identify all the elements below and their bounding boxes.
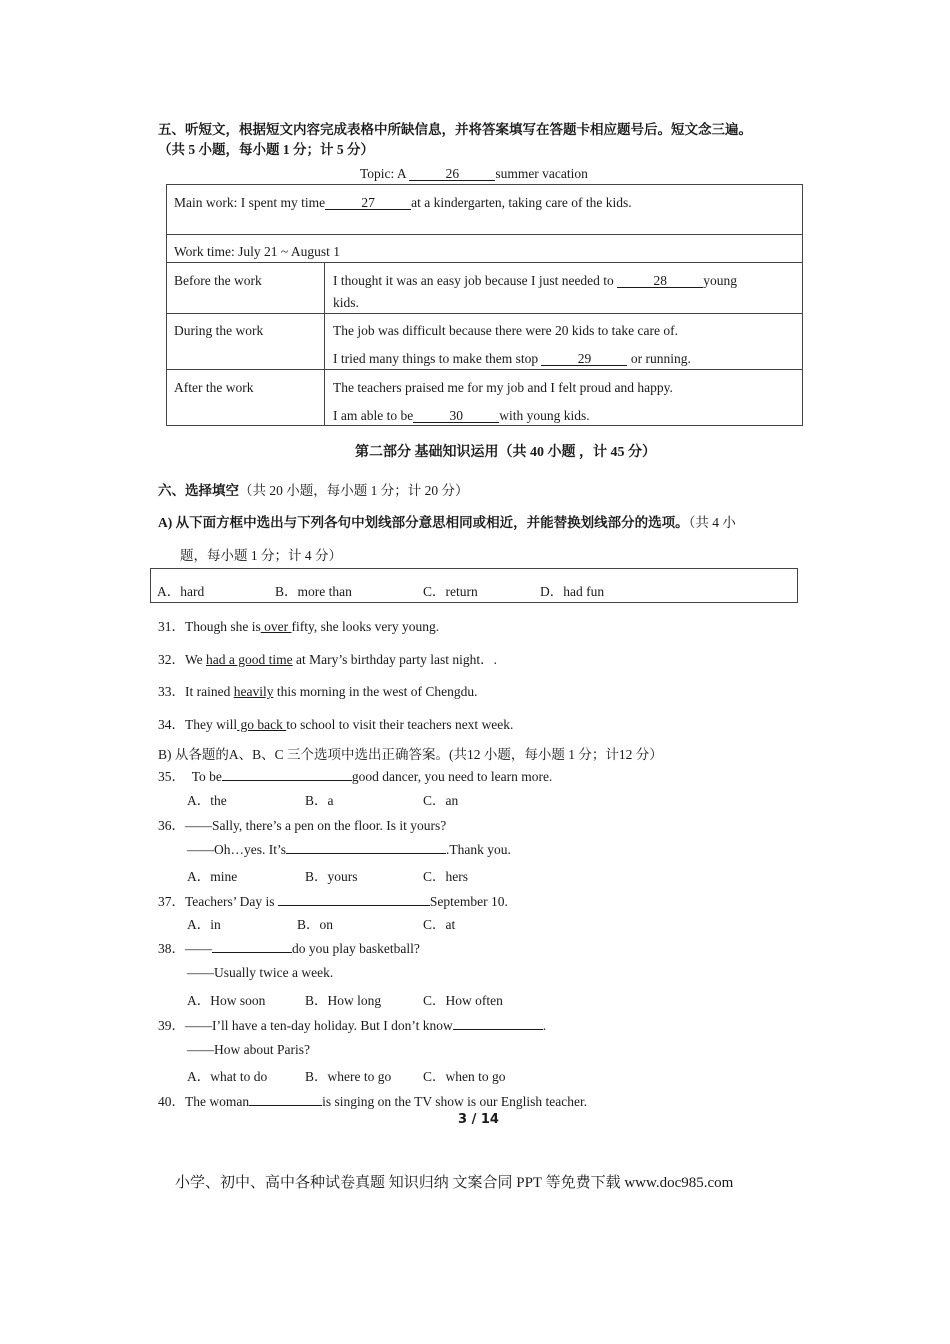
part-a-instruction-rest: （共 4 小	[688, 515, 736, 530]
q37-choice-c: C．at	[423, 917, 456, 932]
q36-line1: ——Sally, there’s a pen on the floor. Is it yours?	[185, 818, 447, 833]
work-time-cell: Work time: July 21 ~ August 1	[174, 244, 340, 259]
q38-line1-post: do you play basketball?	[292, 941, 420, 956]
q31-post: fifty, she looks very young.	[291, 619, 440, 634]
q38-line1-pre: ——	[185, 941, 212, 956]
part-a-instruction-line1	[158, 511, 736, 531]
q32-post: at Mary’s birthday party last night．.	[292, 652, 497, 667]
topic-suffix: summer vacation	[495, 166, 588, 181]
footer-text: 小学、初中、高中各种试卷真题 知识归纳 文案合同 PPT 等免费下载 www.doc985.com	[175, 1175, 734, 1191]
part-a-instruction-line2: 题，每小题 1 分；计 4 分）	[180, 548, 342, 563]
option-c: C．return	[423, 584, 478, 599]
page-number: 3 / 14	[458, 1112, 499, 1127]
row-before-line1	[333, 273, 737, 289]
main-work-suffix: at a kindergarten, taking care of the kids.	[411, 195, 632, 210]
after-line2-prefix: I am able to be	[333, 408, 414, 423]
question-40	[158, 1090, 587, 1110]
question-35	[158, 765, 552, 785]
blank-26: 26	[409, 167, 495, 181]
q36-choice-a: A．mine	[187, 869, 238, 884]
q31-underlined: over	[260, 619, 292, 634]
q32-pre: We	[185, 652, 207, 667]
q39-number: 39．	[158, 1018, 185, 1033]
row-label-during: During the work	[174, 323, 264, 338]
q36-line2	[187, 842, 511, 858]
q36-blank	[286, 853, 446, 854]
table-topic	[360, 166, 588, 182]
q33-underlined: heavily	[233, 684, 274, 699]
question-36	[158, 814, 446, 834]
before-line1-suffix: young	[703, 273, 737, 288]
option-a: A．hard	[157, 584, 205, 599]
q38-line2: ——Usually twice a week.	[187, 965, 334, 980]
after-line2-suffix: with young kids.	[499, 408, 590, 423]
question-38	[158, 937, 420, 957]
q36-choice-c: C．hers	[423, 869, 468, 884]
main-work-prefix: Main work: I spent my time	[174, 195, 326, 210]
question-31	[158, 615, 439, 635]
row-during-line1: The job was difficult because there were 20 kids to take care of.	[333, 323, 678, 338]
section5-heading-line2: （共 5 小题，每小题 1 分；计 5 分）	[158, 142, 374, 157]
during-line2-suffix: or running.	[630, 351, 691, 366]
q39-choice-b: B．where to go	[305, 1069, 392, 1084]
q31-pre: Though she is	[185, 619, 261, 634]
main-work-cell	[174, 195, 632, 211]
q38-blank	[212, 952, 292, 953]
during-line2-prefix: I tried many things to make them stop	[333, 351, 539, 366]
q37-post: September 10.	[429, 894, 508, 909]
q39-choice-c: C．when to go	[423, 1069, 506, 1084]
q38-choice-c: C．How often	[423, 993, 503, 1008]
blank-28: 28	[617, 274, 703, 288]
q33-pre: It rained	[185, 684, 234, 699]
q37-choice-b: B．on	[297, 917, 334, 932]
row-label-after: After the work	[174, 380, 254, 395]
part2-title: 第二部分 基础知识运用（共 40 小题 ，计 45 分）	[355, 445, 656, 460]
q35-choice-b: B．a	[305, 793, 334, 808]
q36-line2-pre: ——Oh…yes. It’s	[187, 842, 286, 857]
q40-post: is singing on the TV show is our English teacher.	[322, 1094, 588, 1109]
before-line1-prefix: I thought it was an easy job because I just needed to	[333, 273, 614, 288]
blank-29: 29	[541, 352, 627, 366]
q40-pre: The woman	[185, 1094, 250, 1109]
q35-choice-c: C．an	[423, 793, 459, 808]
q39-line1-post: .	[542, 1018, 547, 1033]
q33-post: this morning in the west of Chengdu.	[273, 684, 478, 699]
q39-blank	[453, 1029, 543, 1030]
question-33	[158, 680, 477, 700]
part-a-instruction-bold: A) 从下面方框中选出与下列各句中划线部分意思相同或相近，并能替换划线部分的选项。	[158, 515, 689, 530]
row-after-line1: The teachers praised me for my job and I felt proud and happy.	[333, 380, 673, 395]
q37-pre: Teachers’ Day is	[185, 894, 275, 909]
q37-number: 37．	[158, 894, 185, 909]
blank-27: 27	[325, 196, 411, 210]
question-34	[158, 713, 513, 733]
q36-line2-post: .Thank you.	[446, 842, 511, 857]
q38-number: 38．	[158, 941, 185, 956]
q35-blank	[222, 780, 352, 781]
q34-underlined: go back	[237, 717, 287, 732]
q35-post: good dancer, you need to learn more.	[351, 769, 553, 784]
row-during-line2	[333, 351, 691, 367]
q38-choice-a: A．How soon	[187, 993, 266, 1008]
section6-heading	[158, 479, 469, 499]
option-b: B．more than	[275, 584, 352, 599]
q40-number: 40．	[158, 1094, 185, 1109]
question-39	[158, 1014, 546, 1034]
options-box	[150, 568, 798, 603]
row-label-before: Before the work	[174, 273, 262, 288]
q32-underlined: had a good time	[206, 652, 293, 667]
q35-pre: To be	[191, 769, 222, 784]
q35-number: 35．	[158, 769, 185, 784]
q34-post: to school to visit their teachers next week.	[286, 717, 514, 732]
q31-number: 31．	[158, 619, 185, 634]
option-d: D．had fun	[540, 584, 605, 599]
q37-blank	[278, 905, 430, 906]
row-before-line2: kids.	[333, 295, 359, 310]
section6-heading-rest: （共 20 小题，每小题 1 分；计 20 分）	[239, 483, 469, 498]
part-b-instruction: B) 从各题的A、B、C 三个选项中选出正确答案。(共12 小题，每小题 1 分；计12 分）	[158, 747, 663, 762]
question-37	[158, 890, 508, 910]
q32-number: 32．	[158, 652, 185, 667]
q34-pre: They will	[185, 717, 238, 732]
q34-number: 34．	[158, 717, 185, 732]
q35-choice-a: A．the	[187, 793, 227, 808]
q36-number: 36．	[158, 818, 185, 833]
q40-blank	[249, 1105, 322, 1106]
q33-number: 33．	[158, 684, 185, 699]
q39-line1-pre: ——I’ll have a ten-day holiday. But I don’t know	[185, 1018, 453, 1033]
topic-prefix: Topic: A	[360, 166, 406, 181]
q36-choice-b: B．yours	[305, 869, 358, 884]
blank-30: 30	[413, 409, 499, 423]
q38-choice-b: B．How long	[305, 993, 382, 1008]
q39-line2: ——How about Paris?	[187, 1042, 310, 1057]
row-after-line2	[333, 408, 590, 424]
q37-choice-a: A．in	[187, 917, 221, 932]
q39-choice-a: A．what to do	[187, 1069, 268, 1084]
section6-heading-bold: 六、选择填空	[158, 483, 239, 498]
section5-heading-line1: 五、听短文，根据短文内容完成表格中所缺信息，并将答案填写在答题卡相应题号后。短文念三遍。	[158, 122, 752, 137]
question-32	[158, 648, 497, 668]
